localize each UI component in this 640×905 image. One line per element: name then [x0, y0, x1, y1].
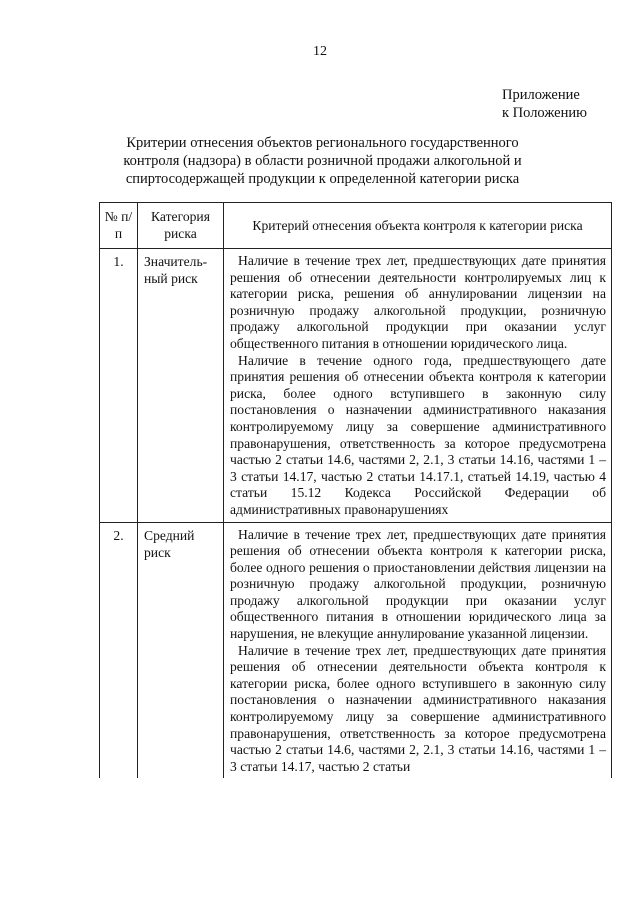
appendix-line-1: Приложение [502, 87, 580, 103]
row-category: Значительный риск [138, 249, 224, 523]
risk-criteria-table [99, 202, 612, 778]
table-row [100, 522, 612, 778]
header-number: № п/п [100, 203, 138, 249]
header-criterion: Критерий отнесения объекта контроля к категории риска [224, 203, 612, 249]
criterion-paragraph: Наличие в течение трех лет, предшествующих дате принятия решения об отнесении объекта контроля к категории риска, более одного решения о приостановлении действия лицензии на розничную продажу алкогольной продукции, розничную продажу алкогольной продукции при оказании услуг общественного питания в отношении юридического лица за нарушения, не влекущие аннулирование указанной лицензии. [230, 526, 606, 642]
row-number: 2. [100, 522, 138, 778]
row-category: Средний риск [138, 522, 224, 778]
appendix-note [502, 86, 587, 122]
header-category: Категория риска [138, 203, 224, 249]
criterion-paragraph: Наличие в течение трех лет, предшествующих дате принятия решения об отнесении деятельности контролируемых лиц к категории риска, решения об аннулировании лицензии на розничную продажу алкогольной продукции, розничную продажу алкогольной продукции при оказании услуг общественного питания в отношении юридического лица. [230, 253, 606, 351]
table-header-row [100, 203, 612, 249]
table-row [100, 249, 612, 523]
page-number: 12 [313, 44, 327, 59]
appendix-line-2: к Положению [502, 105, 587, 121]
document-title: Критерии отнесения объектов регионального государственного контроля (надзора) в области розничной продажи алкогольной и спиртосодержащей продукции к определенной категории риска [123, 135, 522, 187]
row-criterion [224, 249, 612, 523]
criterion-paragraph: Наличие в течение трех лет, предшествующих дате принятия решения об отнесении деятельности объекта контроля к категории риска, более одного вступившего в законную силу постановления о назначении административного наказания контролируемому лицу за совершение административного правонарушения, ответственность за которое предусмотрена частью 2 статьи 14.6, частями 2, 2.1, 3 статьи 14.16, частями 1 – 3 статьи 14.17, частью 2 статьи [230, 642, 606, 774]
row-criterion [224, 522, 612, 778]
row-number: 1. [100, 249, 138, 523]
criterion-paragraph: Наличие в течение одного года, предшествующего дате принятия решения об отнесении объекта контроля к категории риска, более одного вступившего в законную силу постановления о назначении административного наказания контролируемому лицу за совершение административного правонарушения, ответственность за которое предусмотрена частью 2 статьи 14.6, частями 2, 2.1, 3 статьи 14.16, частями 1 – 3 статьи 14.17, частью 2 статьи 14.17.1, статьей 14.19, частью 4 статьи 15.12 Кодекса Российской Федерации об административных правонарушениях [230, 352, 606, 517]
